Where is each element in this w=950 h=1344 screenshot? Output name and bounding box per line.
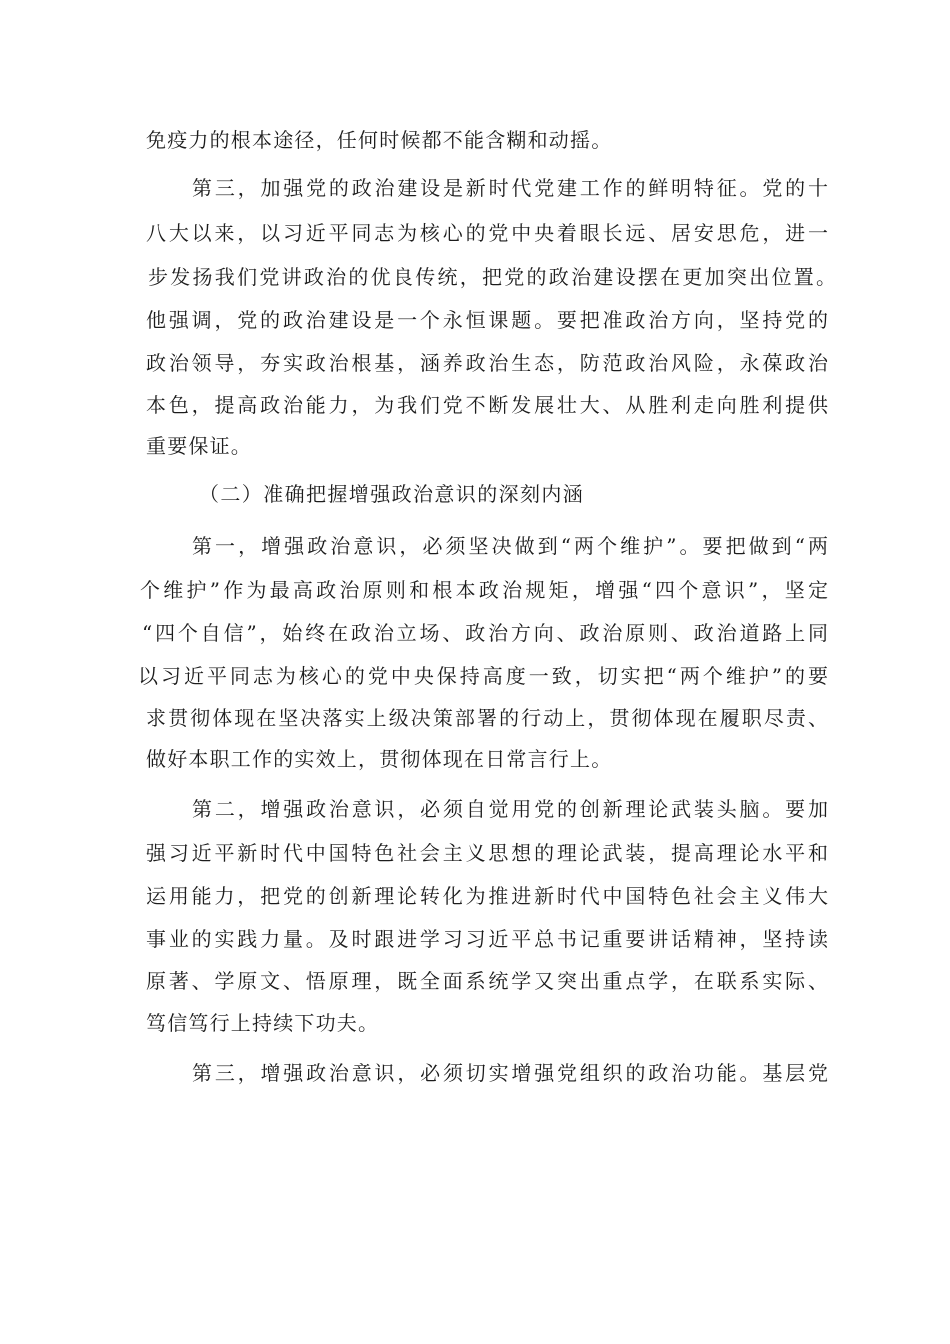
text-line: 运用能力，把党的创新理论转化为推进新时代中国特色社会主义伟大 [146,884,828,908]
text-line: 个维护”作为最高政治原则和根本政治规矩，增强“四个意识”，坚定 [140,578,828,602]
text-line: 原著、学原文、悟原理，既全面系统学又突出重点学，在联系实际、 [146,969,828,993]
text-line: 步发扬我们党讲政治的优良传统，把党的政治建设摆在更加突出位置。 [148,265,836,289]
text-line: 本色，提高政治能力，为我们党不断发展壮大、从胜利走向胜利提供 [146,393,828,417]
text-line: 求贯彻体现在坚决落实上级决策部署的行动上，贯彻体现在履职尽责、 [146,706,828,730]
text-line: 笃信笃行上持续下功夫。 [146,1011,380,1035]
text-line: 事业的实践力量。及时跟进学习习近平总书记重要讲话精神，坚持读 [146,927,828,951]
text-line: 免疫力的根本途径，任何时候都不能含糊和动摇。 [146,128,613,152]
text-line: 以习近平同志为核心的党中央保持高度一致，切实把“两个维护”的要 [138,664,828,688]
text-line: “四个自信”，始终在政治立场、政治方向、政治原则、政治道路上同 [142,621,828,645]
text-line: 做好本职工作的实效上，贯彻体现在日常言行上。 [146,747,613,771]
text-line: 第三，增强政治意识，必须切实增强党组织的政治功能。基层党 [192,1061,828,1085]
text-line: 第一，增强政治意识，必须坚决做到“两个维护”。要把做到“两 [192,534,828,558]
text-line: 重要保证。 [146,434,252,458]
text-line: 他强调，党的政治建设是一个永恒课题。要把准政治方向，坚持党的 [146,308,828,332]
text-line: 政治领导，夯实政治根基，涵养政治生态，防范政治风险，永葆政治 [146,351,828,375]
text-line: 强习近平新时代中国特色社会主义思想的理论武装，提高理论水平和 [146,841,828,865]
text-line: 第三，加强党的政治建设是新时代党建工作的鲜明特征。党的十 [192,176,828,200]
text-line: 八大以来，以习近平同志为核心的党中央着眼长远、居安思危，进一 [146,221,828,245]
text-line: 第二，增强政治意识，必须自觉用党的创新理论武装头脑。要加 [192,797,828,821]
section-heading: （二）准确把握增强政治意识的深刻内涵 [199,482,585,506]
